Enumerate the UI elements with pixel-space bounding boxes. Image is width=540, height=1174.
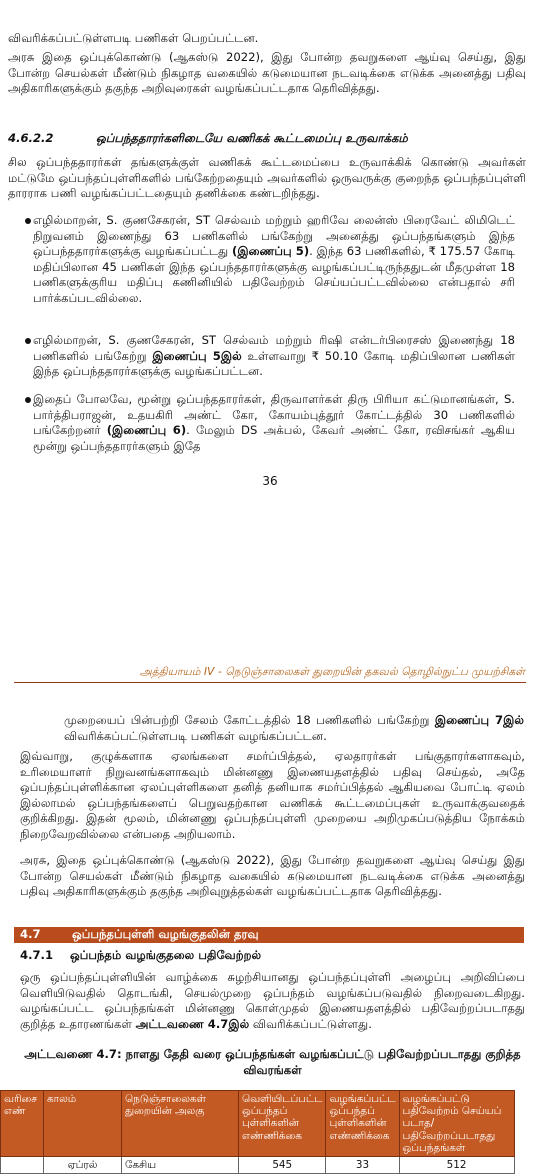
bullet-text-part: உள்ளவாறு ₹ 50.10 கோடி மதிப்பிலான பணிகள் இந்த ஒப்பந்ததாரர்களுக்கு வழங்கப்பட்டன. <box>33 348 515 379</box>
contracts-table <box>0 1090 515 1174</box>
page2-paragraph-government-response: அரசு, இதை ஒப்புக்கொண்டு (ஆகஸ்டு 2022), இது போன்ற தவறுகளை ஆய்வு செய்து இது போன்ற செயல்கள் மீண்டும் நிகழாத வகையில் கடுமையான நடவடிக்கை எடுக்க அனைத்து பதிவு அதிகாரிகளுக்கும் தகுந்த அறிவுறுத்தல்கள் வழங்கப்பட்டதாக தெரிவித்தது. <box>20 853 525 899</box>
bullet-text-part: எழில்மாறன், S. குணசேகரன், ST செல்வம் மற்றும் ஹரிவே லைன்ஸ் பிரைவேட் லிமிடெட் நிறுவனம் இணைந்து 63 பணிகளில் பங்கேற்று அனைத்து ஒப்பந்தங்களும் இந்த ஒப்பந்ததாரர்களுக்கு வழங்கப்பட்டது <box>33 213 515 259</box>
subsection-title: ஒப்பந்தம் வழங்குதலை பதிவேற்றல் <box>70 948 262 962</box>
bullet-text <box>33 333 515 380</box>
bullet-dot-icon <box>25 218 31 224</box>
section-number: 4.6.2.2 <box>8 131 54 145</box>
annexure-reference: (இணைப்பு 5) <box>232 244 310 259</box>
header-period: காலம் <box>44 1091 122 1157</box>
section-bar-4-7 <box>14 927 524 943</box>
bullet-text-part: இதைப் போலவே, மூன்று ஒப்பந்ததாரர்கள், திருவாளர்கள் திரு பிரியா கட்டுமானங்கள், S. பார்த்திபராஜன், உதயகிரி அண்ட் கோ, கோயம்புத்தூர் கோட்டத்தில் 30 பணிகளில் பங்கேற்றனர் <box>33 392 515 438</box>
bullet-text <box>33 213 515 307</box>
header-rule <box>14 682 526 683</box>
table-reference: அட்டவணை 4.7இல் <box>135 1016 250 1031</box>
header-awarded: வழங்கப்பட்ட ஒப்பந்தப் புள்ளிகளின் எண்ணிக்கை <box>326 1091 399 1157</box>
bullet-text-part: . மேலும் DS அக்பல், கேவர் அண்ட் கோ, ரவிசங்கர் ஆகிய மூன்று ஒப்பந்ததாரர்களும் இதே <box>33 423 515 453</box>
page1-paragraph-cartel-intro: சில ஒப்பந்ததாரர்கள் தங்களுக்குள் வணிகக் கூட்டமைப்பை உருவாக்கிக் கொண்டு அவர்கள் மட்டுமே ஒப்பந்தப்புள்ளிகளில் பங்கேற்றதையும் அவர்களில் ஒருவருக்கு குறைந்த ஒப்பந்தப்புள்ளி தாரராக பணி வழங்கப்பட்டதையும் தணிக்கை கண்டறிந்தது. <box>8 155 526 201</box>
bullet-text-part: எழில்மாறன், S. குணசேகரன், ST செல்வம் மற்றும் ரிஷி என்டர்பிரைசஸ் இணைந்து 18 பணிகளில் பங்கேற்று <box>33 333 515 363</box>
running-header: அத்தியாயம் IV - நெடுஞ்சாலைகள் துறையின் தகவல் தொழில்நுட்ப முயற்சிகள் <box>139 665 525 678</box>
annexure-reference: இணைப்பு 7இல் <box>434 713 524 727</box>
section-number: 4.7 <box>20 927 41 941</box>
section-heading-4-6-2-2 <box>8 131 408 147</box>
bullet-text-part: . இந்த 63 பணிகளில், ₹ 175.57 கோடி மதிப்பிலான 45 பணிகள் இந்த ஒப்பந்ததாரர்களுக்கு வழங்கப்பட்டிருந்ததுடன் மீதமுள்ள 18 பணிகளுக்குரிய மதிப்பு கணினியில் பதிவேற்றம் செய்யப்பட்டவில்லை என்பதால் சரி பார்க்கப்படவில்லை. <box>33 244 515 305</box>
section-title: ஒப்பந்ததாரர்களிடையே வணிகக் கூட்டமைப்பு உருவாக்கம் <box>96 131 408 145</box>
header-unit: நெடுஞ்சாலைகள் துறையின் அலகு <box>122 1091 239 1157</box>
page1-paragraph-government-response: அரசு இதை ஒப்புக்கொண்டு (ஆகஸ்டு 2022), இது போன்ற தவறுகளை ஆய்வு செய்து, இது போன்ற செயல்கள் மீண்டும் நிகழாத வகையில் கடுமையான நடவடிக்கை எடுக்க அனைத்து பதிவு அதிகாரிகளுக்கும் தகுந்த அறிவுரைகள் வழங்கப்பட்டதாக தெரிவித்தது. <box>8 50 526 96</box>
section-title: ஒப்பந்தப்புள்ளி வழங்குதலின் தரவு <box>72 927 259 941</box>
header-serial: வரிசை எண் <box>1 1091 44 1157</box>
subsection-heading-4-7-1 <box>20 948 261 964</box>
bullet-dot-icon <box>25 338 31 344</box>
subsection-number: 4.7.1 <box>20 948 54 962</box>
table-header-row <box>1 1091 515 1157</box>
page-top-strip <box>0 0 540 30</box>
bullet-text <box>33 392 515 454</box>
bullet-item-30-works <box>33 392 515 454</box>
table-caption: அட்டவணை 4.7: நாளது தேதி வரை ஒப்பந்தங்கள் வழங்கப்பட்டு பதிவேற்றப்படாதது குறித்த விவரங்கள் <box>24 1047 521 1077</box>
text-part: விவரிக்கப்பட்டுள்ளபடி பணிகள் வழங்கப்பட்டன. <box>64 728 327 743</box>
bullet-dot-icon <box>25 397 31 403</box>
page2-continuation-text <box>64 713 524 744</box>
bullet-item-18-works <box>33 333 515 380</box>
page-gap <box>0 530 540 640</box>
cell-unit: கேசிய <box>122 1157 239 1174</box>
text-part: ஒரு ஒப்பந்தப்புள்ளியின் வாழ்க்கை சுழற்சியானது ஒப்பந்தப்புள்ளி அழைப்பு அறிவிப்பை வெளியிடுவதில் தொடங்கி, செயல்முறை ஒப்பந்தம் வழங்கப்படுவதில் நிறைவடைகிறது. வழங்கப்பட்ட ஒப்பந்தங்கள் மின்னணு கொள்முதல் இணையதளத்தில் பதிவேற்றப்படாதது குறித்த உதாரணங்கள் <box>20 970 525 1031</box>
cell-serial <box>1 1157 44 1174</box>
cell-awarded: 33 <box>326 1157 399 1174</box>
page2-paragraph-contract-lifecycle <box>20 970 525 1032</box>
cut-off-text-line: விவரிக்கப்பட்டுள்ளபடி பணிகள் பெறப்பட்டன. <box>8 31 259 45</box>
text-part: முறையைப் பின்பற்றி சேலம் கோட்டத்தில் 18 பணிகளில் பங்கேற்று <box>64 713 435 727</box>
page-number: 36 <box>262 474 278 488</box>
cell-published: 545 <box>239 1157 326 1174</box>
table-row <box>1 1157 515 1174</box>
text-part: விவரிக்கப்பட்டுள்ளது. <box>249 1016 372 1031</box>
header-not-uploaded: வழங்கப்பட்டு பதிவேற்றம் செய்யப் படாத/ பதிவேற்றப்படாதது ஒப்பந்தங்கள் <box>399 1091 514 1157</box>
page2-paragraph-cartel-summary: இவ்வாறு, குழுக்களாக ஏலங்களை சமர்ப்பித்தல், ஏலதாரர்கள் பங்குதாரர்களாகவும், உரிமையாளர் நிறுவனங்களாகவும் மின்னணு இணையதளத்தில் பதிவு செய்தல், அதே ஒப்பந்தப்புள்ளிக்கான ஏலப்புள்ளிகளை தனித் தனியாக சமர்ப்பித்தல் ஆகியவை போட்டி ஏலம் இல்லாமல் ஒப்பந்தங்களைப் பெறுவதற்கான வணிகக் கூட்டமைப்புகள் உருவாக்குவதைக் குறிக்கிறது. இதன் மூலம், மின்னணு ஒப்பந்தப்புள்ளி முறையை அறிமுகப்படுத்திய நோக்கம் நிறைவேறவில்லை என்பதை அறியலாம். <box>20 749 525 841</box>
cell-not-uploaded: 512 <box>399 1157 514 1174</box>
header-published: வெளியிடப்பட்ட ஒப்பந்தப் புள்ளிகளின் எண்ணிக்கை <box>239 1091 326 1157</box>
bullet-item-63-works <box>33 213 515 307</box>
cell-period: ஏப்ரல் <box>44 1157 122 1174</box>
annexure-reference: இணைப்பு 5இல் <box>152 348 242 363</box>
annexure-reference: (இணைப்பு 6) <box>106 423 187 438</box>
